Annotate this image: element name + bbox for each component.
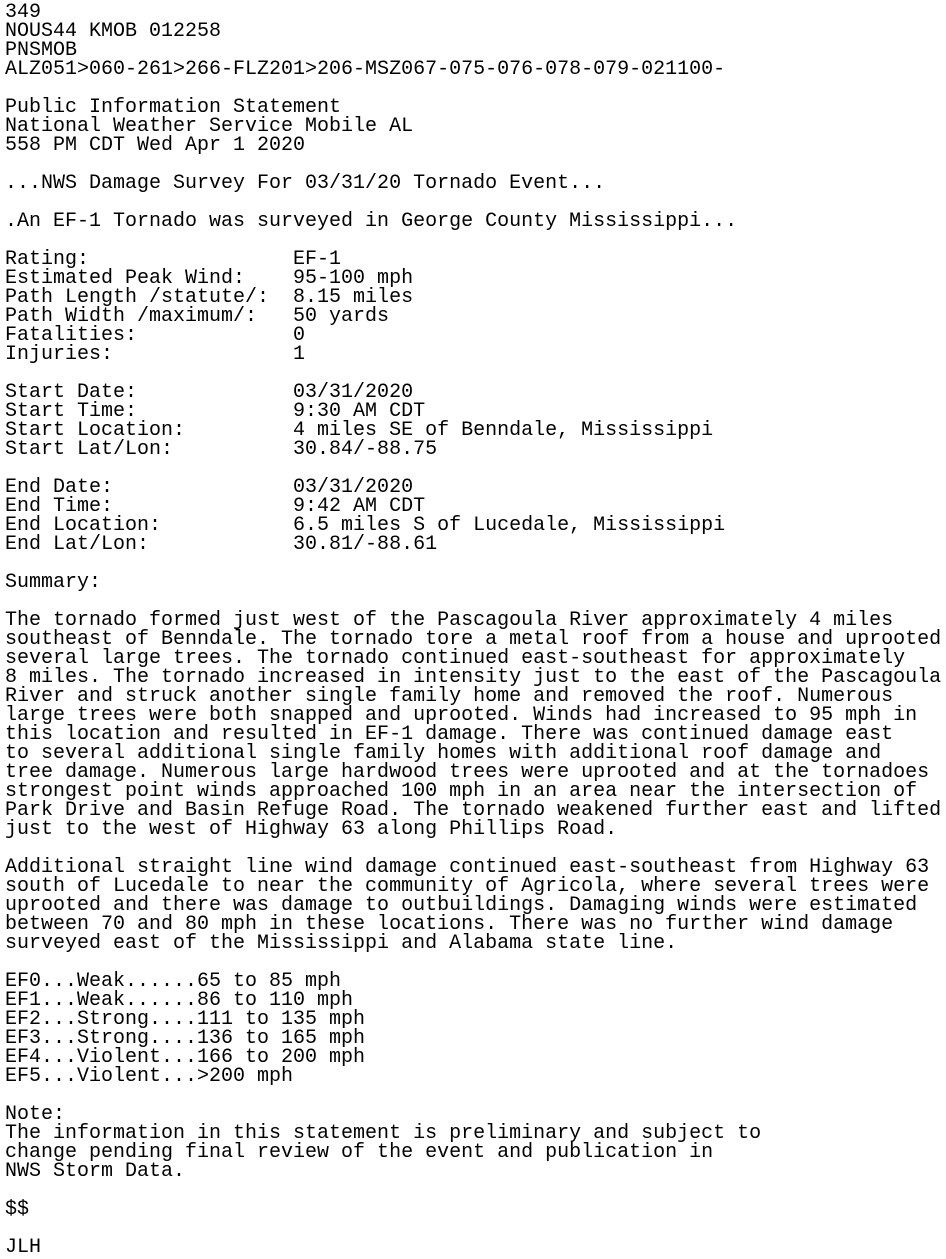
text-line: south of Lucedale to near the community of Agricola, where several trees were	[5, 875, 930, 898]
text-line: Start Location: 4 miles SE of Benndale, Mississippi	[5, 419, 714, 442]
text-line: EF0...Weak......65 to 85 mph	[5, 970, 342, 993]
text-line: Rating: EF-1	[5, 248, 342, 271]
text-line: strongest point winds approached 100 mph in an area near the intersection of	[5, 780, 918, 803]
text-line: Start Date: 03/31/2020	[5, 381, 414, 404]
text-line: The information in this statement is preliminary and subject to	[5, 1122, 762, 1145]
text-line: Fatalities: 0	[5, 324, 306, 347]
text-line: National Weather Service Mobile AL	[5, 115, 414, 138]
text-line: Injuries: 1	[5, 343, 306, 366]
text-line: EF2...Strong....111 to 135 mph	[5, 1008, 366, 1031]
text-line: uprooted and there was damage to outbuildings. Damaging winds were estimated	[5, 894, 918, 917]
text-line: between 70 and 80 mph in these locations. There was no further wind damage	[5, 913, 894, 936]
text-line: PNSMOB	[5, 39, 78, 62]
text-line: The tornado formed just west of the Pascagoula River approximately 4 miles	[5, 609, 894, 632]
text-line: Summary:	[5, 571, 102, 594]
text-line: 349	[5, 1, 42, 24]
text-line: .An EF-1 Tornado was surveyed in George County Mississippi...	[5, 210, 738, 233]
text-line: Park Drive and Basin Refuge Road. The tornado weakened further east and lifted	[5, 799, 942, 822]
text-line: JLH	[5, 1236, 42, 1259]
text-line: End Date: 03/31/2020	[5, 476, 414, 499]
blank-line	[5, 554, 941, 573]
blank-line	[5, 1219, 941, 1238]
text-line: 558 PM CDT Wed Apr 1 2020	[5, 134, 306, 157]
text-line: End Location: 6.5 miles S of Lucedale, Mississippi	[5, 514, 726, 537]
blank-line	[5, 1181, 941, 1200]
text-line: Start Time: 9:30 AM CDT	[5, 400, 426, 423]
text-line: Note:	[5, 1103, 66, 1126]
text-line: several large trees. The tornado continued east-southeast for approximately	[5, 647, 906, 670]
text-line: Additional straight line wind damage continued east-southeast from Highway 63	[5, 856, 930, 879]
statement-text	[5, 3, 941, 1257]
text-line: EF5...Violent...>200 mph	[5, 1065, 294, 1088]
text-line: Path Length /statute/: 8.15 miles	[5, 286, 414, 309]
text-line: ALZ051>060-261>266-FLZ201>206-MSZ067-075-076-078-079-021100-	[5, 58, 726, 81]
text-line: change pending final review of the event and publication in	[5, 1141, 714, 1164]
text-line: NOUS44 KMOB 012258	[5, 20, 222, 43]
text-line: this location and resulted in EF-1 damage. There was continued damage east	[5, 723, 894, 746]
text-line: to several additional single family homes with additional roof damage and	[5, 742, 882, 765]
text-line: EF1...Weak......86 to 110 mph	[5, 989, 354, 1012]
text-line: EF3...Strong....136 to 165 mph	[5, 1027, 366, 1050]
text-line: ...NWS Damage Survey For 03/31/20 Tornado Event...	[5, 172, 606, 195]
text-line: End Lat/Lon: 30.81/-88.61	[5, 533, 438, 556]
text-line: southeast of Benndale. The tornado tore a metal roof from a house and uprooted	[5, 628, 942, 651]
text-line: End Time: 9:42 AM CDT	[5, 495, 426, 518]
text-line: tree damage. Numerous large hardwood trees were uprooted and at the tornadoes	[5, 761, 930, 784]
text-line: Public Information Statement	[5, 96, 342, 119]
text-line: just to the west of Highway 63 along Phillips Road.	[5, 818, 618, 841]
text-line: NWS Storm Data.	[5, 1160, 186, 1183]
text-line: Start Lat/Lon: 30.84/-88.75	[5, 438, 438, 461]
text-line: Path Width /maximum/: 50 yards	[5, 305, 390, 328]
text-line: River and struck another single family home and removed the roof. Numerous	[5, 685, 894, 708]
text-line: 8 miles. The tornado increased in intensity just to the east of the Pascagoula	[5, 666, 942, 689]
blank-line	[5, 1086, 941, 1105]
text-line: large trees were both snapped and uprooted. Winds had increased to 95 mph in	[5, 704, 918, 727]
text-line: EF4...Violent...166 to 200 mph	[5, 1046, 366, 1069]
text-line: Estimated Peak Wind: 95-100 mph	[5, 267, 414, 290]
text-line: $$	[5, 1198, 30, 1221]
text-line: surveyed east of the Mississippi and Alabama state line.	[5, 932, 678, 955]
